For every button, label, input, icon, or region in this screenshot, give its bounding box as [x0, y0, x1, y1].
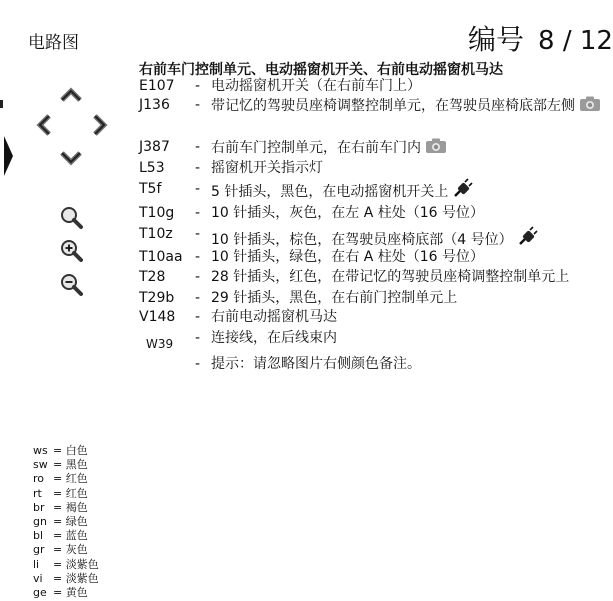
- legend-value: 黑色: [65, 458, 88, 472]
- item-code: T5f: [139, 181, 162, 197]
- item-desc: [211, 228, 537, 249]
- legend-eq: =: [53, 458, 63, 472]
- item-desc: 10 针插头，绿色，在右 A 柱处（16 号位）: [211, 249, 485, 265]
- legend-eq: =: [53, 557, 63, 571]
- legend-key: li: [33, 557, 40, 571]
- item-desc: 29 针插头，黑色，在右前门控制单元上: [211, 290, 458, 306]
- legend-value: 红色: [65, 472, 88, 486]
- window-title: 电路图: [28, 33, 79, 53]
- item-desc: 28 针插头，红色，在带记忆的驾驶员座椅调整控制单元上: [211, 269, 570, 285]
- item-code: W39: [146, 337, 174, 351]
- connector-icon[interactable]: [517, 228, 537, 246]
- legend-value: 淡紫色: [65, 571, 99, 585]
- item-dash: -: [195, 249, 201, 265]
- zoom-out-icon[interactable]: [57, 270, 85, 298]
- item-code: T28: [139, 269, 166, 285]
- arrow-down-icon[interactable]: [57, 143, 85, 171]
- connector-icon[interactable]: [452, 180, 472, 198]
- legend-row: [33, 529, 99, 543]
- item-dash: -: [195, 205, 201, 221]
- item-code: T29b: [139, 290, 175, 306]
- item-code: J387: [139, 139, 170, 155]
- item-desc: [211, 180, 472, 201]
- item-code: L53: [139, 160, 165, 176]
- legend-key: sw: [33, 458, 48, 472]
- legend-key: gr: [33, 543, 45, 557]
- color-legend: [33, 444, 99, 600]
- legend-row: [33, 472, 99, 486]
- item-desc-text: 5 针插头，黑色，在电动摇窗机开关上: [211, 184, 449, 200]
- page-number-value: 8 / 12: [538, 26, 613, 56]
- item-desc: 电动摇窗机开关（在右前车门上）: [211, 78, 421, 94]
- side-panel-arrow-icon[interactable]: [4, 136, 13, 176]
- item-desc-text: 带记忆的驾驶员座椅调整控制单元，在驾驶员座椅底部左侧: [211, 98, 575, 114]
- item-desc: 摇窗机开关指示灯: [211, 160, 323, 176]
- legend-eq: =: [53, 444, 63, 457]
- zoom-icon[interactable]: [57, 203, 85, 231]
- legend-row: [33, 444, 99, 458]
- edge-marker: [0, 100, 3, 108]
- item-dash: -: [195, 309, 201, 325]
- legend-eq: =: [53, 529, 63, 543]
- item-code: T10z: [139, 226, 173, 242]
- item-dash: -: [195, 330, 201, 346]
- item-desc: 右前电动摇窗机马达: [211, 309, 337, 325]
- legend-key: vi: [33, 571, 43, 585]
- legend-value: 褐色: [65, 500, 88, 514]
- legend-eq: =: [53, 515, 63, 529]
- item-dash: -: [195, 356, 201, 372]
- legend-row: [33, 501, 99, 515]
- item-desc-text: 右前车门控制单元，在右前车门内: [211, 140, 421, 156]
- item-code: E107: [139, 78, 175, 94]
- item-dash: -: [195, 181, 201, 197]
- legend-eq: =: [53, 586, 63, 600]
- legend-row: [33, 458, 99, 472]
- item-dash: -: [195, 160, 201, 176]
- item-dash: -: [195, 139, 201, 155]
- legend-eq: =: [53, 571, 63, 585]
- legend-value: 白色: [65, 444, 88, 457]
- legend-row: [33, 572, 99, 586]
- legend-eq: =: [53, 543, 63, 557]
- section-heading: 右前车门控制单元、电动摇窗机开关、右前电动摇窗机马达: [139, 62, 503, 78]
- legend-value: 绿色: [65, 515, 88, 529]
- legend-key: ge: [33, 586, 47, 600]
- item-code: T10aa: [139, 249, 183, 265]
- legend-value: 红色: [65, 486, 88, 500]
- legend-value: 灰色: [65, 543, 88, 557]
- legend-eq: =: [53, 486, 63, 500]
- page-number: [468, 18, 613, 58]
- item-desc-text: 10 针插头，棕色，在驾驶员座椅底部（4 号位）: [211, 232, 513, 248]
- legend-row: [33, 515, 99, 529]
- legend-eq: =: [53, 472, 63, 486]
- item-desc: [211, 138, 447, 157]
- item-dash: -: [195, 78, 201, 94]
- zoom-in-icon[interactable]: [57, 236, 85, 264]
- item-dash: -: [195, 290, 201, 306]
- page-number-label: 编号: [468, 23, 525, 56]
- item-desc: 10 针插头，灰色，在左 A 柱处（16 号位）: [211, 205, 485, 221]
- legend-key: ws: [33, 444, 48, 457]
- arrow-left-icon[interactable]: [31, 111, 59, 139]
- item-dash: -: [195, 97, 201, 113]
- legend-key: ro: [33, 472, 45, 486]
- legend-key: gn: [33, 515, 47, 529]
- item-desc: [211, 96, 611, 117]
- legend-row: [33, 558, 99, 572]
- legend-key: bl: [33, 529, 44, 543]
- legend-eq: =: [53, 500, 63, 514]
- legend-key: br: [33, 500, 45, 514]
- item-dash: -: [195, 269, 201, 285]
- item-desc: 连接线，在后线束内: [211, 330, 337, 346]
- camera-icon[interactable]: [425, 138, 447, 154]
- item-code: T10g: [139, 205, 175, 221]
- legend-value: 淡紫色: [65, 557, 99, 571]
- legend-row: [33, 543, 99, 557]
- legend-value: 蓝色: [65, 529, 88, 543]
- legend-key: rt: [33, 486, 42, 500]
- item-code: J136: [139, 97, 170, 113]
- item-code: V148: [139, 309, 176, 325]
- legend-row: [33, 586, 99, 600]
- arrow-up-icon[interactable]: [57, 82, 85, 110]
- arrow-right-icon[interactable]: [85, 111, 113, 139]
- item-dash: -: [195, 226, 201, 242]
- camera-icon[interactable]: [579, 96, 601, 112]
- legend-row: [33, 487, 99, 501]
- item-desc: 提示：请忽略图片右侧颜色备注。: [211, 356, 421, 372]
- legend-value: 黄色: [65, 586, 88, 600]
